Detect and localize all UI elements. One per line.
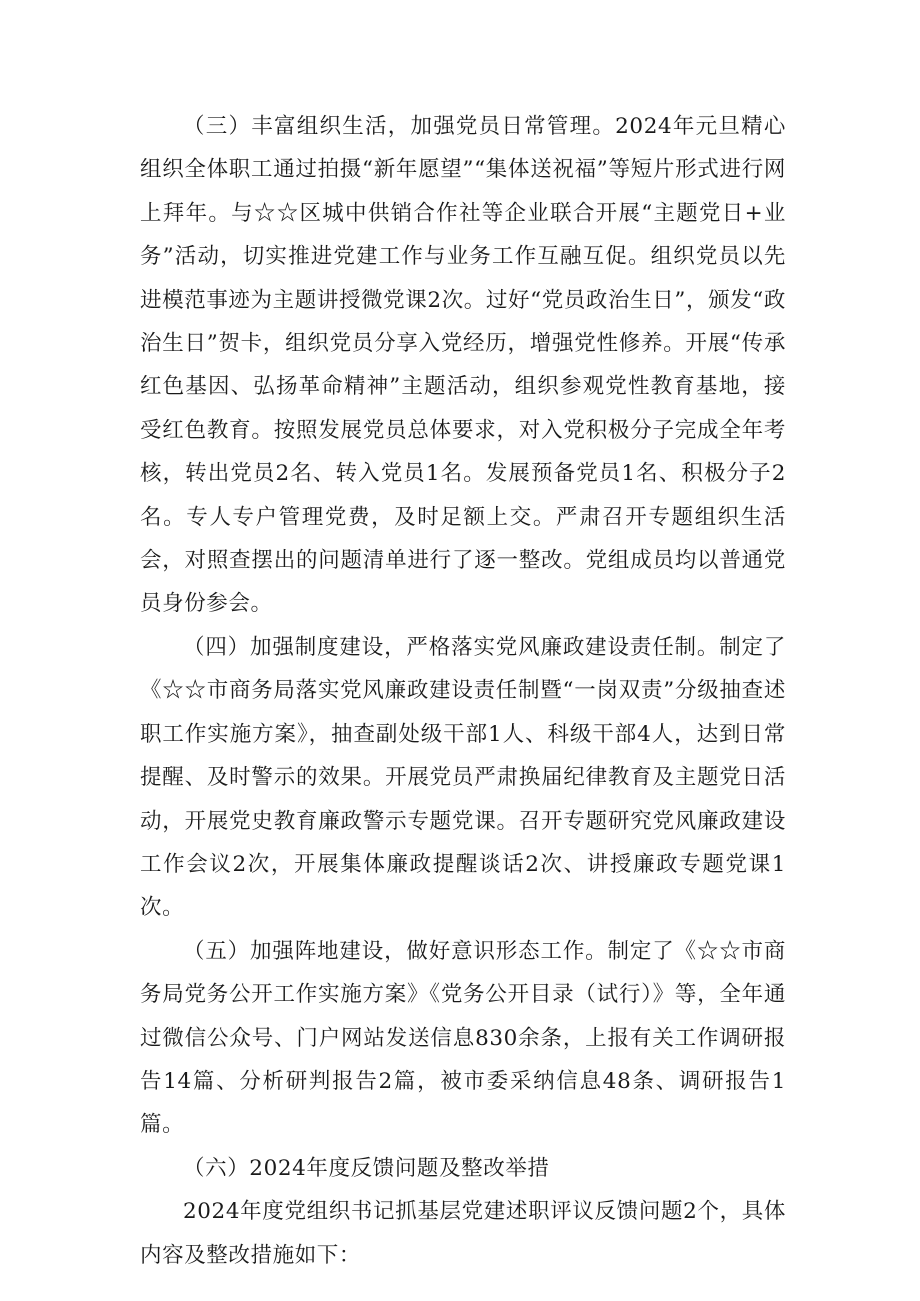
paragraph-position-building: （五）加强阵地建设，做好意识形态工作。制定了《☆☆市商务局党务公开工作实施方案》《党务公开目录（试行）》等，全年通过微信公众号、门户网站发送信息830余条，上报有关工作调研报告14篇、分析研判报告2篇，被市委采纳信息48条、调研报告1篇。: [140, 938, 786, 1138]
paragraph-organization-life: （三）丰富组织生活，加强党员日常管理。2024年元旦精心组织全体职工通过拍摄“新年愿望”“集体送祝福”等短片形式进行网上拜年。与☆☆区城中供销合作社等企业联合开展“主题党日+业务”活动，切实推进党建工作与业务工作互融互促。组织党员以先进模范事迹为主题讲授微党课2次。过好“党员政治生日”，颁发“政治生日”贺卡，组织党员分享入党经历，增强党性修养。开展“传承红色基因、弘扬革命精神”主题活动，组织参观党性教育基地，接受红色教育。按照发展党员总体要求，对入党积极分子完成全年考核，转出党员2名、转入党员1名。发展预备党员1名、积极分子2名。专人专户管理党费，及时足额上交。严肃召开专题组织生活会，对照查摆出的问题清单进行了逐一整改。党组成员均以普通党员身份参会。: [140, 114, 786, 617]
paragraph-feedback-intro: 2024年度党组织书记抓基层党建述职评议反馈问题2个，具体内容及整改措施如下：: [140, 1199, 786, 1268]
paragraph-institution-building: （四）加强制度建设，严格落实党风廉政建设责任制。制定了《☆☆市商务局落实党风廉政建设责任制暨“一岗双责”分级抽查述职工作实施方案》，抽查副处级干部1人、科级干部4人，达到日常提醒、及时警示的效果。开展党员严肃换届纪律教育及主题党日活动，开展党史教育廉政警示专题党课。召开专题研究党风廉政建设工作会议2次，开展集体廉政提醒谈话2次、讲授廉政专题党课1次。: [140, 634, 786, 921]
paragraph-feedback-heading: （六）2024年度反馈问题及整改举措: [183, 1155, 550, 1181]
document-body: [140, 105, 786, 1277]
